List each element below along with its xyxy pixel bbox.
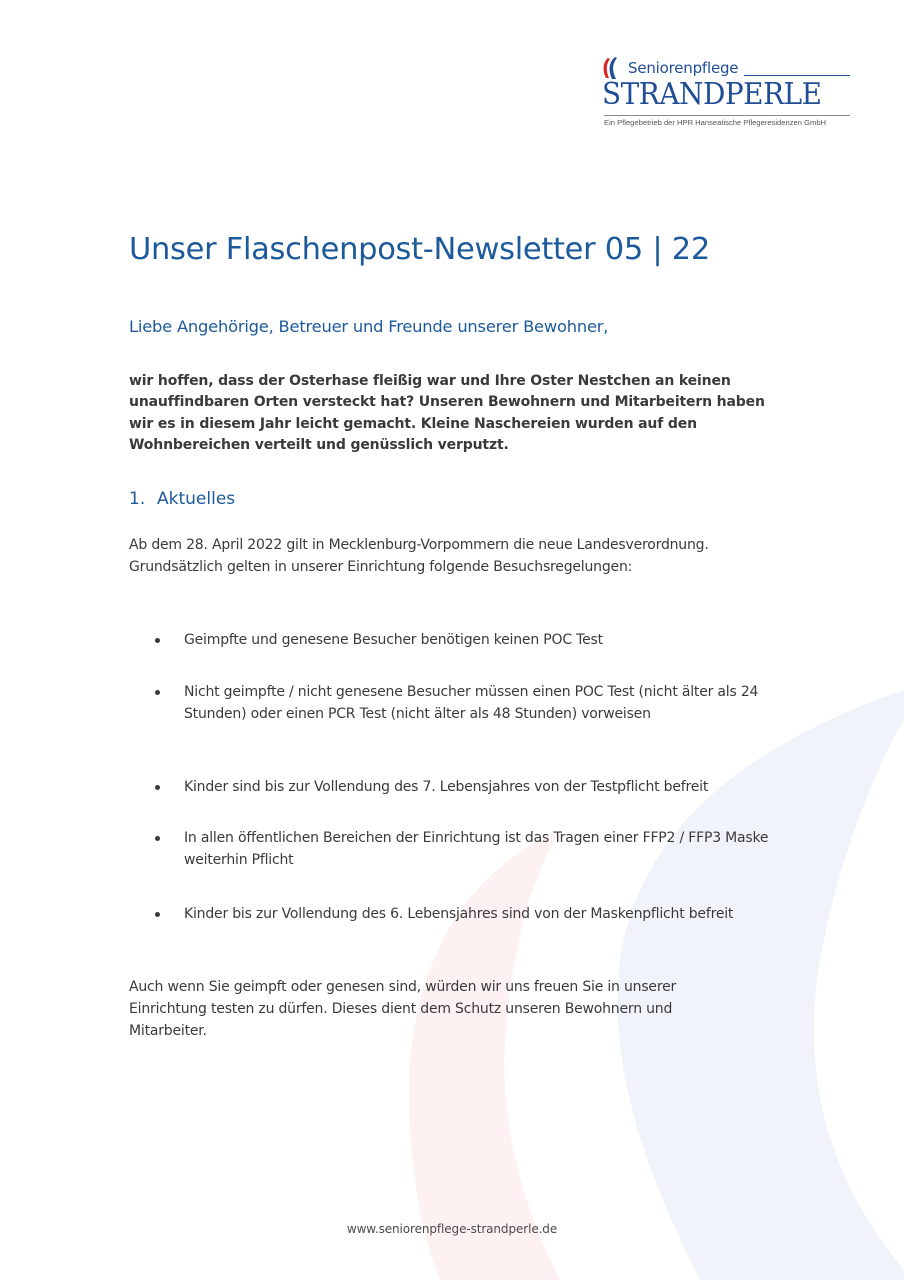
logo-divider — [604, 115, 850, 116]
section-paragraph-closing: Auch wenn Sie geimpft oder genesen sind, würden wir uns freuen Sie in unserer Einrichtung testen zu dürfen. Dieses dient dem Schutz unseren Bewohnern und Mitarbeiter. — [129, 979, 677, 1039]
logo-rule — [744, 75, 850, 76]
logo-tagline: Ein Pflegebetrieb der HPR Hanseatische Pflegeresidenzen GmbH — [604, 118, 827, 127]
list-item-text: Geimpfte und genesene Besucher benötigen keinen POC Test — [184, 632, 603, 648]
list-item-text: Nicht geimpfte / nicht genesene Besucher müssen einen POC Test (nicht älter als 24 Stunden) oder einen PCR Test (nicht älter als 48 Stunden) vorweisen — [184, 684, 759, 722]
list-item-text: Kinder sind bis zur Vollendung des 7. Lebensjahres von der Testpflicht befreit — [184, 779, 709, 795]
list-item-text: In allen öffentlichen Bereichen der Einrichtung ist das Tragen einer FFP2 / FFP3 Maske weiterhin Pflicht — [184, 830, 769, 868]
section-paragraph-intro: Ab dem 28. April 2022 gilt in Mecklenburg-Vorpommern die neue Landesverordnung. Grundsätzlich gelten in unserer Einrichtung folgende Besuchsregelungen: — [129, 537, 709, 575]
footer — [0, 1222, 904, 1236]
section-number: 1. — [129, 489, 146, 509]
newsletter-title: Unser Flaschenpost-Newsletter 05 | 22 — [129, 232, 710, 267]
logo-brand: STRANDPERLE — [602, 77, 822, 112]
company-logo — [602, 54, 850, 134]
watermark-wave-red — [409, 830, 560, 1280]
bullet-icon — [155, 785, 160, 790]
logo-subtitle: Seniorenpflege — [628, 59, 739, 77]
section-heading-aktuelles — [129, 489, 235, 509]
greeting: Liebe Angehörige, Betreuer und Freunde unserer Bewohner, — [129, 317, 609, 336]
bullet-icon — [155, 638, 160, 643]
section-title: Aktuelles — [157, 489, 236, 509]
bullet-icon — [155, 912, 160, 917]
intro-paragraph: wir hoffen, dass der Osterhase fleißig war und Ihre Oster Nestchen an keinen unauffindbaren Orten versteckt hat? Unseren Bewohnern und Mitarbeitern haben wir es in diesem Jahr leicht gemacht. Kleine Naschereien wurden auf den Wohnbereichen verteilt und genüsslich verputzt. — [129, 373, 765, 453]
list-item-text: Kinder bis zur Vollendung des 6. Lebensjahres sind von der Maskenpflicht befreit — [184, 906, 734, 922]
bullet-icon — [155, 836, 160, 841]
website-link[interactable]: www.seniorenpflege-strandperle.de — [346, 1222, 558, 1236]
bullet-icon — [155, 690, 160, 695]
